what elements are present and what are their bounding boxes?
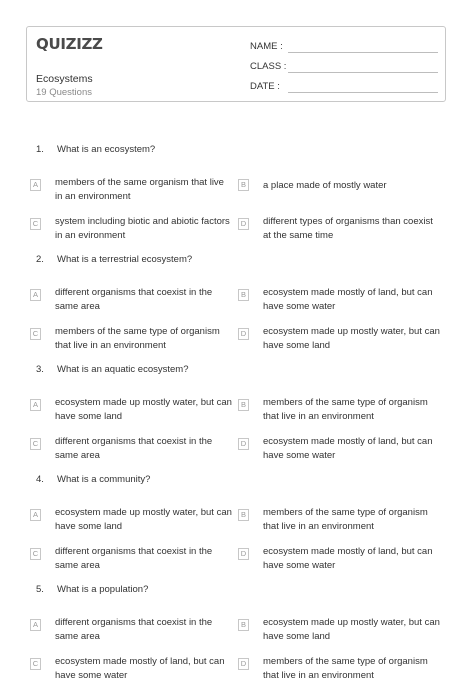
option-text: ecosystem made mostly of land, but can have some water [263, 436, 433, 461]
question-text: What is a population? [57, 584, 149, 595]
option-letter-box: C [30, 438, 41, 450]
option-letter-box: B [238, 289, 249, 301]
option-letter-box: A [30, 399, 41, 411]
option-text: members of the same type of organism that live in an environment [263, 507, 428, 532]
option-text: ecosystem made up mostly water, but can have some land [263, 326, 440, 351]
option-text: a place made of mostly water [263, 180, 387, 191]
question-number: 1. [36, 144, 44, 155]
option-text: ecosystem made mostly of land, but can have some water [263, 546, 433, 571]
option-text: members of the same type of organism that live in an environment [263, 397, 428, 422]
quizizz-logo: QUIZIZZ [36, 35, 103, 53]
date-field[interactable] [250, 81, 280, 92]
class-label: CLASS : [250, 61, 287, 72]
date-line [288, 92, 438, 93]
option-text: ecosystem made mostly of land, but can have some water [55, 656, 225, 681]
option-letter-box: C [30, 658, 41, 670]
worksheet-header [26, 26, 446, 102]
option-text: different types of organisms than coexist at the same time [263, 216, 433, 241]
option-letter-box: D [238, 438, 249, 450]
question-number: 5. [36, 584, 44, 595]
option-text: members of the same organism that live in an environment [55, 177, 224, 202]
option-letter-box: D [238, 548, 249, 560]
name-line [288, 52, 438, 53]
worksheet-title: Ecosystems [36, 73, 93, 85]
option-letter-box: B [238, 399, 249, 411]
option-text: ecosystem made up mostly water, but can have some land [263, 617, 440, 642]
question-number: 2. [36, 254, 44, 265]
option-letter-box: B [238, 179, 249, 191]
question-number: 4. [36, 474, 44, 485]
option-letter-box: A [30, 289, 41, 301]
option-letter-box: B [238, 619, 249, 631]
option-text: ecosystem made up mostly water, but can have some land [55, 397, 232, 422]
question-text: What is an aquatic ecosystem? [57, 364, 189, 375]
class-line [288, 72, 438, 73]
option-letter-box: A [30, 179, 41, 191]
option-letter-box: C [30, 218, 41, 230]
option-text: different organisms that coexist in the same area [55, 436, 213, 461]
option-letter-box: B [238, 509, 249, 521]
option-text: ecosystem made mostly of land, but can have some water [263, 287, 433, 312]
option-letter-box: C [30, 328, 41, 340]
name-field[interactable] [250, 41, 283, 52]
option-text: members of the same type of organism that live in an environment [263, 656, 428, 681]
option-letter-box: D [238, 328, 249, 340]
question-text: What is an ecosystem? [57, 144, 156, 155]
question-number: 3. [36, 364, 44, 375]
question-count: 19 Questions [36, 87, 92, 98]
option-text: different organisms that coexist in the same area [55, 546, 213, 571]
question-text: What is a community? [57, 474, 151, 485]
option-text: different organisms that coexist in the same area [55, 617, 213, 642]
option-text: different organisms that coexist in the same area [55, 287, 213, 312]
name-label: NAME : [250, 41, 283, 52]
option-letter-box: A [30, 619, 41, 631]
class-field[interactable] [250, 61, 286, 72]
option-letter-box: D [238, 218, 249, 230]
option-letter-box: C [30, 548, 41, 560]
option-text: members of the same type of organism that live in an environment [55, 326, 220, 351]
option-text: system including biotic and abiotic factors in an evironment [55, 216, 230, 241]
option-text: ecosystem made up mostly water, but can have some land [55, 507, 232, 532]
option-letter-box: D [238, 658, 249, 670]
question-text: What is a terrestrial ecosystem? [57, 254, 193, 265]
option-letter-box: A [30, 509, 41, 521]
date-label: DATE : [250, 81, 280, 92]
